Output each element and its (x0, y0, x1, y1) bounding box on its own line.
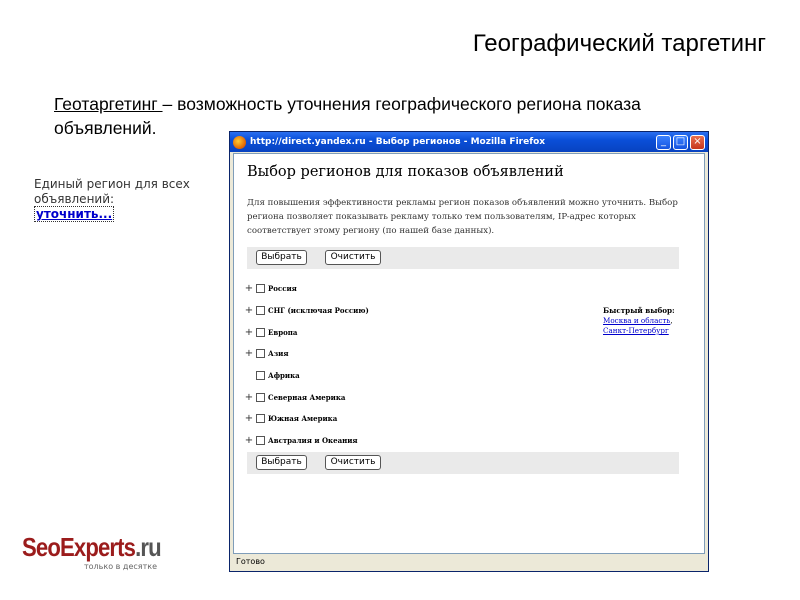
expand-icon[interactable]: + (244, 391, 254, 403)
region-label: Австралия и Океания (268, 436, 358, 446)
firefox-window (229, 131, 709, 572)
saint-petersburg-link[interactable]: Санкт-Петербург (603, 326, 669, 335)
clear-button[interactable]: Очистить (325, 455, 381, 470)
logo-tagline: только в десятке (84, 562, 157, 571)
definition-body: – возможность уточнения географического региона показа объявлений. (54, 94, 641, 138)
region-checkbox[interactable] (256, 328, 265, 337)
region-row (242, 430, 562, 452)
region-list (242, 278, 562, 452)
region-label: Европа (268, 327, 298, 337)
window-titlebar[interactable] (230, 132, 708, 152)
region-label: Россия (268, 284, 297, 294)
region-checkbox[interactable] (256, 306, 265, 315)
expand-icon[interactable]: + (244, 435, 254, 447)
region-checkbox[interactable] (256, 284, 265, 293)
button-bar-bottom (247, 452, 679, 474)
region-widget-line1: Единый регион для всех (34, 177, 190, 191)
logo-brand-tld: .ru (135, 532, 161, 562)
region-row (242, 278, 562, 300)
quick-select-title: Быстрый выбор: (603, 306, 675, 315)
region-row (242, 365, 562, 387)
region-row (242, 408, 562, 430)
region-label: Африка (268, 371, 300, 381)
region-widget-line2: объявлений: (34, 192, 115, 206)
button-bar-top (247, 247, 679, 269)
region-label: Северная Америка (268, 392, 346, 402)
expand-icon[interactable]: + (244, 413, 254, 425)
maximize-button[interactable]: □ (673, 135, 688, 150)
expand-icon[interactable]: + (244, 348, 254, 360)
quick-select (603, 306, 675, 336)
region-checkbox[interactable] (256, 349, 265, 358)
expand-icon[interactable]: + (244, 283, 254, 295)
refine-region-link[interactable]: уточнить... (36, 207, 113, 221)
logo-brand (22, 532, 161, 563)
region-label: Азия (268, 349, 289, 359)
region-label: СНГ (исключая Россию) (268, 306, 369, 316)
clear-button[interactable]: Очистить (325, 250, 381, 265)
region-row (242, 386, 562, 408)
quick-select-separator: , (670, 316, 673, 325)
minimize-button[interactable]: _ (656, 135, 671, 150)
seoexperts-logo (22, 532, 182, 580)
region-widget (34, 177, 194, 222)
region-checkbox[interactable] (256, 436, 265, 445)
moscow-region-link[interactable]: Москва и область (603, 316, 671, 325)
slide-title: Географический таргетинг (472, 30, 766, 57)
region-checkbox[interactable] (256, 414, 265, 423)
region-label: Южная Америка (268, 414, 338, 424)
close-button[interactable]: × (690, 135, 705, 150)
region-row (242, 300, 562, 322)
definition-term: Геотаргетинг (54, 94, 163, 114)
region-checkbox[interactable] (256, 393, 265, 402)
browser-content (233, 153, 705, 554)
page-heading: Выбор регионов для показов объявлений (247, 164, 564, 180)
region-checkbox[interactable] (256, 371, 265, 380)
status-bar: Готово (236, 557, 265, 566)
region-row (242, 343, 562, 365)
expand-icon[interactable]: + (244, 305, 254, 317)
select-button[interactable]: Выбрать (256, 250, 307, 265)
logo-brand-main: SeoExperts (22, 532, 136, 562)
page-description: Для повышения эффективности рекламы регион показов объявлений можно уточнить. Выбор региона позволяет показывать рекламу только тем пользователям, IP-адрес которых соответствует этому региону (по нашей базе данных). (247, 198, 678, 236)
select-button[interactable]: Выбрать (256, 455, 307, 470)
window-title: http://direct.yandex.ru - Выбор регионов - Mozilla Firefox (250, 137, 546, 147)
region-row (242, 321, 562, 343)
firefox-icon (233, 136, 246, 149)
expand-icon[interactable]: + (244, 326, 254, 338)
